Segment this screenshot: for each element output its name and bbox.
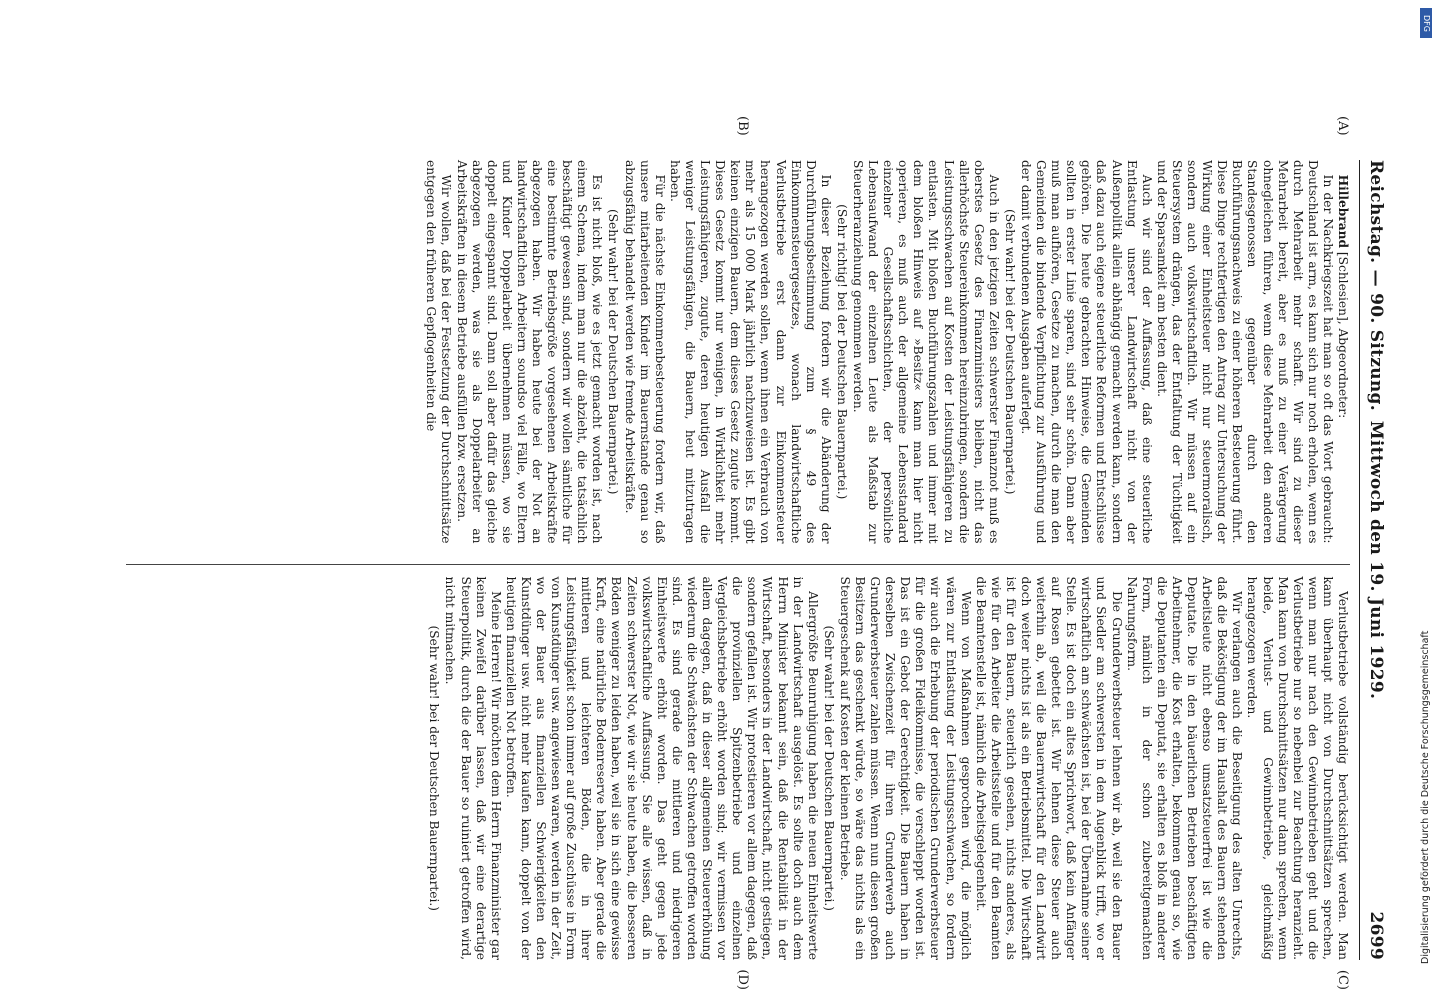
interjection: (Sehr wahr! bei der Deutschen Bauernpartei.) (1002, 208, 1017, 495)
paragraph: Wenn von Maßnahmen gesprochen wird, die möglich wären zur Entlastung der Leistungsschwachen, so fordern wir auch die Erhebung der periodischen Grunderwerbsteuer für die großen Fideikommisse, die verschleppt worden ist. Das ist ein Gebot der Gerechtigkeit. Die Bauern haben in derselben Zwischenzeit für ihren Grunderwerb auch Grunderwerbsteuer zahlen müssen. Wenn nun diesen großen Besitzern das geschenkt würde, so wäre das nichts als ein Steuergeschenk auf Kosten der kleinen Betriebe. (837, 576, 973, 960)
paragraph: Es ist nicht bloß, wie es jetzt gemacht worden ist, nach einem Schema, indem man nur die abzieht, die tatsächlich beschäftigt gewesen sind, sondern wir wollen sämtliche für eine bestimmte Betriebsgröße vorgesehenen Arbeitskräfte abgezogen haben. Wir haben heute bei der Not an landwirtschaftlichen Arbeitern soundso viel Fälle, wo Eltern und Kinder Doppelarbeit übernehmen müssen, wo sie doppelt eingespannt sind. Dann soll aber dafür das gleiche abgezogen werden, was sie als Doppelarbeiter an Arbeitskräften in diesem Betriebe ausfüllen bzw. ersetzen. (454, 160, 605, 544)
dfg-logo: DFG (1420, 8, 1432, 38)
header-page-number: 2699 (1366, 911, 1386, 960)
paragraph: Verlustbetriebe vollständig berücksichtigt werden. Man kann überhaupt nicht von Durchschnittsätzen sprechen, wenn man nur nach den Gewinnbetrieben geht und die Verlustbetriebe nur so nebenbei zur Beachtung heranzieht. Man kann von Durchschnittsätzen nur dann sprechen, wenn beide, Verlust- und Gewinnbetriebe, gleichmäßig herangezogen werden. (1245, 576, 1350, 960)
header-session: Reichstag. — 90. Sitzung. (1366, 160, 1386, 411)
paragraph: In dieser Beziehung fordern wir die Abänderung der Durchführungsbestimmung zum § 49 des Einkommensteuergesetzes, wonach landwirtschaftliche Verlustbetriebe erst dann zur Einkommensteuer herangezogen werden sollen, wenn ihnen ein Verbrauch von mehr als 15 000 Mark jährlich nachzuweisen ist. Es gibt keinen einzigen Bauern, dem dieses Gesetz zugute kommt. Dieses Gesetz kommt nur wenigen, in Wirklichkeit mehr Leistungsfähigeren, zugute, deren heutigen Ausfall die weniger Leistungsfähigen, die Bauern, heut mitzutragen haben. (667, 160, 833, 544)
speaker-affiliation: [Schlesien], Abgeordneter: (1336, 248, 1350, 419)
interjection: (Sehr wahr! bei der Deutschen Bauernpartei.) (821, 625, 836, 912)
paragraph: Allergrößte Beunruhigung haben die neuen Einheitswerte in der Landwirtschaft ausgelöst. Es sollte doch auch dem Herrn Minister bekannt sein, daß die Rentabilität in der Wirtschaft, besonders in der Landwirtschaft, nicht gestiegen, sondern gefallen ist. Wir protestieren vor allem dagegen, daß die provinziellen Spitzenbetriebe und einzelnen Vergleichsbetriebe erhöht worden sind; wir vermissen vor allem dagegen, daß in dieser allgemeinen Steuererhöhung wiederum die Schwächsten der Schwachen getroffen worden sind. Es sind gerade die mittleren und niedrigeren Einheitswerte erhöht worden. Das geht gegen jede volkswirtschaftliche Auffassung. Sie alle wissen, daß in Zeiten schwerster Not, wie wir sie heute haben, die besseren Böden weniger zu leiden haben, weil sie in sich eine gewisse Kraft, eine natürliche Bodenreserve haben. Aber gerade die mittleren und leichteren Böden, die in ihrer Leistungsfähigkeit schon immer auf große Zuschüsse in Form von Kunstdünger usw. angewiesen waren, werden in der Zeit, wo der Bauer aus finanziellen Schwierigkeiten den Kunstdünger usw. nicht mehr kaufen kann, doppelt von der heutigen finanziellen Not betroffen. (503, 576, 820, 960)
speaker-name: Hillebrand (1336, 174, 1350, 249)
margin-mark-b: (B) (735, 116, 750, 136)
paragraph: Wir verlangen auch die Beseitigung des alten Unrechts, daß die Beköstigung der im Haushalt des Bauern stehenden Arbeitsleute nicht ebenso umsatzsteuerfrei ist wie die Deputate. Die in den bäuerlichen Betrieben beschäftigten Arbeitnehmer, die Kost erhalten, bekommen genau so, wie die Deputanten ein Deputat, sie erhalten es bloß in anderer Form, nämlich in der schon zubereitgemachten Nahrungsform. (1124, 576, 1245, 960)
header-date: Mittwoch den 19. Juni 1929. (1366, 420, 1386, 700)
interjection: (Sehr wahr! bei der Deutschen Bauernpartei.) (606, 208, 621, 495)
right-column (126, 564, 1350, 990)
paragraph: Für die nächste Einkommenbesteuerung fordern wir, daß unsere mitarbeitenden Kinder im Bauernstande genau so abzugsfähig behandelt werden wie fremde Arbeitskräfte. (622, 160, 667, 544)
interjection: (Sehr richtig! bei der Deutschen Bauernpartei.) (834, 204, 849, 500)
text-columns (126, 116, 1350, 990)
rotated-document-page (112, 100, 1412, 1000)
paragraph: Wir wollen, daß bei der Festsetzung der Durchschnittsätze entgegen den früheren Gepflogenheiten die (424, 160, 454, 544)
left-column (126, 116, 1350, 544)
page-header (1359, 160, 1390, 960)
paragraph: In der Nachkriegszeit hat man so oft das Wort gebraucht: Deutschland ist arm, es kann sich nur noch erholen, wenn es durch Mehrarbeit mehr schafft. Wir sind zu dieser Mehrarbeit bereit, aber es muß zu einer Verärgerung ohnegleichen führen, wenn diese Mehrarbeit den anderen Standesgenossen gegenüber durch den Buchführungsnachweis zu einer höheren Besteuerung führt. Diese Dinge rechtfertigen den Antrag zur Untersuchung der Wirkung einer Einheitsteuer nicht nur steuermoralisch, sondern auch volkswirtschaftlich. Wir müssen auf ein Steuersystem drängen, das der Entfaltung der Tüchtigkeit und der Sparsamkeit am besten dient. (1154, 160, 1335, 544)
margin-mark-a: (A) (1335, 116, 1350, 136)
margin-mark-c: (C) (1335, 969, 1350, 990)
digitization-credit: Digitalisierung gefördert durch die Deutsche Forschungsgemeinschaft (1420, 630, 1431, 964)
paragraph: Meine Herren! Wir möchten dem Herrn Finanzminister gar keinen Zweifel darüber lassen, daß wir eine derartige Steuerpolitik, durch die der Bauer so ruiniert getroffen wird, nicht mitmachen. (443, 576, 503, 960)
paragraph: Die Grunderwerbsteuer lehnen wir ab, weil sie den Bauer und Siedler am schwersten in dem Augenblick trifft, wo er wirtschaftlich am schwächsten ist, bei der Übernahme seiner Stelle. Es ist doch ein altes Sprichwort, daß kein Anfänger auf Rosen gebettet ist. Wir lehnen diese Steuer auch weiterhin ab, weil die Bauernwirtschaft für den Landwirt doch weiter nichts ist als ein Betriebsmittel. Die Wirtschaft ist für den Bauern, steuerlich gesehen, nichts anderes, als wie für den Arbeiter die Arbeitsstelle und für den Beamten die Beamtenstelle ist, nämlich die Arbeitsgelegenheit. (973, 576, 1124, 960)
interjection: (Sehr wahr! bei der Deutschen Bauernpartei.) (427, 625, 442, 912)
margin-mark-d: (D) (735, 969, 750, 990)
paragraph: Auch wir sind der Auffassung, daß eine steuerliche Entlastung unserer Landwirtschaft nicht von der Außenpolitik allein abhängig gemacht werden kann, sondern daß dazu auch eigene steuerliche Reformen und Entschlüsse gehören. Die heute gebrachten Hinweise, die Gemeinden sollten in erster Linie sparen, sind sehr schön. Dann aber muß man aufhören, Gesetze zu machen, durch die man den Gemeinden die bindende Verpflichtung zur Ausführung und der damit verbundenen Ausgaben auferlegt. (1019, 160, 1154, 544)
paragraph: Auch in den jetzigen Zeiten schwerster Finanznot muß es oberstes Gesetz des Finanzministers bleiben, nicht das allerhöchste Steuereinkommen hereinzubringen, sondern die Leistungsschwachen auf Kosten der Leistungsfähigeren zu entlasten. Mit bloßen Buchführungszahlen und immer mit dem bloßen Hinweis auf »Besitz« kann man hier nicht operieren, es muß auch der allgemeine Lebensstandard einzelner Gesellschaftsschichten, der persönliche Lebensaufwand der einzelnen Leute als Maßstab zur Steuerheranziehung genommen werden. (851, 160, 1001, 544)
speaker-line (1335, 160, 1350, 544)
